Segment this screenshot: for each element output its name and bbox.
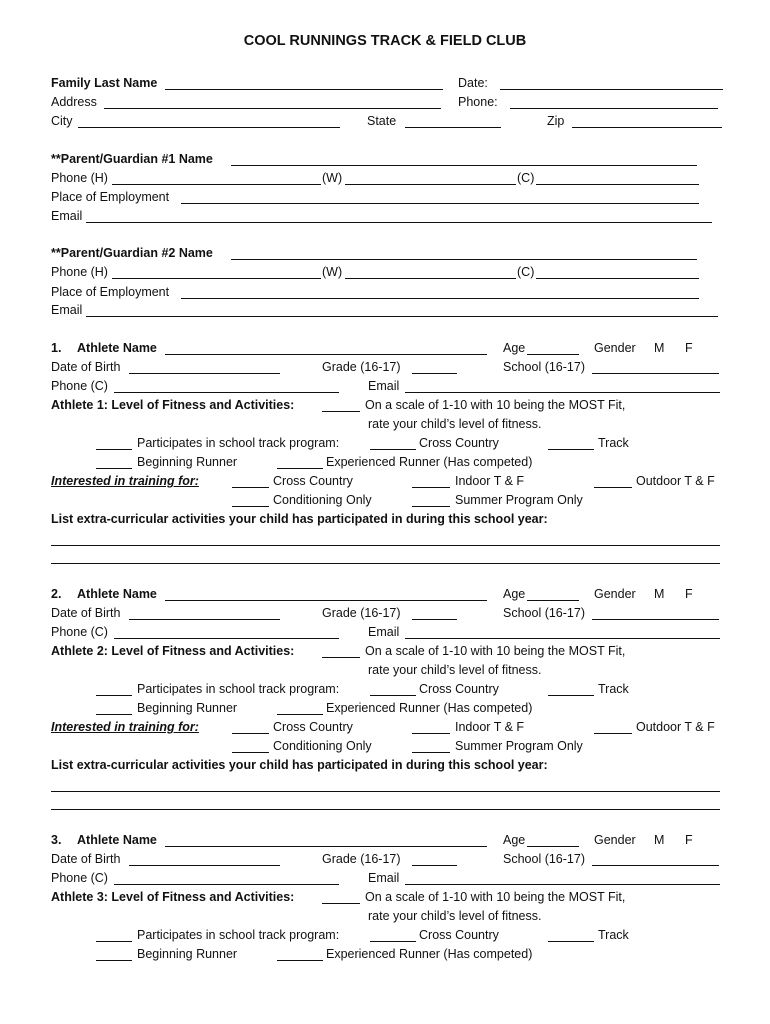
athlete-2-grade-field[interactable] (412, 619, 457, 620)
athlete-2-gender-male-option[interactable]: M (654, 587, 665, 601)
athlete-2-beginning-runner-field[interactable] (96, 714, 132, 715)
athlete-3-phone-c-field[interactable] (114, 884, 339, 885)
athlete-3-gender-label: Gender (594, 833, 636, 847)
athlete-1-athlete-name-field[interactable] (165, 354, 487, 355)
athlete-1-extracurricular-label: List extra-curricular activities your child has participated in during this school year: (51, 512, 548, 526)
athlete-2-track-school-label: Track (598, 682, 629, 696)
athlete-1-gender-label: Gender (594, 341, 636, 355)
athlete-3-age-label: Age (503, 833, 526, 847)
guardian-1-name-label: **Parent/Guardian #1 Name (51, 152, 213, 166)
athlete-3-age-field[interactable] (527, 846, 579, 847)
athlete-2-cross-country-school-label: Cross Country (419, 682, 499, 696)
address-field[interactable] (104, 108, 441, 109)
form-title: COOL RUNNINGS TRACK & FIELD CLUB (243, 33, 527, 49)
athlete-1-dob-field[interactable] (129, 373, 280, 374)
phone-field[interactable] (510, 108, 718, 109)
athlete-2-school-program-field[interactable] (96, 695, 132, 696)
phone-label: Phone: (458, 95, 498, 109)
athlete-2-school-label: School (16-17) (503, 606, 585, 620)
athlete-2-fitness-score-field[interactable] (322, 657, 360, 658)
zip-field[interactable] (572, 127, 722, 128)
athlete-2-phone-c-label: Phone (C) (51, 625, 108, 639)
athlete-1-extracurricular-line-2[interactable] (51, 563, 720, 564)
guardian-2-email-field[interactable] (86, 316, 718, 317)
athlete-1-school-program-label: Participates in school track program: (137, 436, 340, 450)
athlete-1-cross-country-school-label: Cross Country (419, 436, 499, 450)
athlete-2-summer-label: Summer Program Only (455, 739, 583, 753)
athlete-1-experienced-runner-label: Experienced Runner (Has competed) (326, 455, 533, 469)
athlete-1-grade-label: Grade (16-17) (322, 360, 401, 374)
athlete-2-extracurricular-label: List extra-curricular activities your child has participated in during this school year: (51, 758, 548, 772)
athlete-2-age-field[interactable] (527, 600, 579, 601)
athlete-3-athlete-number: 3. (51, 833, 62, 847)
athlete-3-phone-c-label: Phone (C) (51, 871, 108, 885)
guardian-1-phone-h-field[interactable] (112, 184, 321, 185)
athlete-2-fitness-heading: Athlete 2: Level of Fitness and Activities: (51, 644, 295, 658)
athlete-3-school-label: School (16-17) (503, 852, 585, 866)
athlete-3-beginning-runner-field[interactable] (96, 960, 132, 961)
athlete-1-indoor-field[interactable] (412, 487, 450, 488)
athlete-2-cross-country-school-field[interactable] (370, 695, 416, 696)
athlete-2-conditioning-field[interactable] (232, 752, 269, 753)
guardian-1-name-field[interactable] (231, 165, 697, 166)
athlete-3-school-field[interactable] (592, 865, 719, 866)
athlete-1-track-school-field[interactable] (548, 449, 594, 450)
athlete-3-school-program-field[interactable] (96, 941, 132, 942)
athlete-2-extracurricular-line-2[interactable] (51, 809, 720, 810)
athlete-1-email-field[interactable] (405, 392, 720, 393)
athlete-2-phone-c-field[interactable] (114, 638, 339, 639)
athlete-2-track-school-field[interactable] (548, 695, 594, 696)
athlete-3-cross-country-school-label: Cross Country (419, 928, 499, 942)
athlete-1-athlete-number: 1. (51, 341, 62, 355)
guardian-1-employment-field[interactable] (181, 203, 699, 204)
athlete-2-email-label: Email (368, 625, 400, 639)
state-field[interactable] (405, 127, 501, 128)
family-last-name-label: Family Last Name (51, 76, 158, 90)
athlete-1-experienced-runner-field[interactable] (277, 468, 323, 469)
guardian-2-employment-label: Place of Employment (51, 285, 170, 299)
athlete-1-scale-text-2: rate your child’s level of fitness. (368, 417, 542, 431)
athlete-3-dob-field[interactable] (129, 865, 280, 866)
athlete-2-experienced-runner-label: Experienced Runner (Has competed) (326, 701, 533, 715)
guardian-2-employment-field[interactable] (181, 298, 699, 299)
athlete-3-cross-country-school-field[interactable] (370, 941, 416, 942)
athlete-1-beginning-runner-label: Beginning Runner (137, 455, 238, 469)
athlete-1-cross-country-school-field[interactable] (370, 449, 416, 450)
address-label: Address (51, 95, 97, 109)
athlete-3-track-school-label: Track (598, 928, 629, 942)
city-field[interactable] (78, 127, 340, 128)
athlete-3-grade-label: Grade (16-17) (322, 852, 401, 866)
athlete-2-grade-label: Grade (16-17) (322, 606, 401, 620)
guardian-2-name-label: **Parent/Guardian #2 Name (51, 246, 213, 260)
athlete-2-experienced-runner-field[interactable] (277, 714, 323, 715)
athlete-1-summer-label: Summer Program Only (455, 493, 583, 507)
athlete-2-gender-female-option[interactable]: F (685, 587, 693, 601)
guardian-2-name-field[interactable] (231, 259, 697, 260)
athlete-2-beginning-runner-label: Beginning Runner (137, 701, 238, 715)
athlete-2-interested-label: Interested in training for: (51, 720, 199, 734)
athlete-2-athlete-name-label: Athlete Name (77, 587, 157, 601)
athlete-1-gender-male-option[interactable]: M (654, 341, 665, 355)
date-field[interactable] (500, 89, 723, 90)
athlete-1-extracurricular-line-1[interactable] (51, 545, 720, 546)
athlete-2-age-label: Age (503, 587, 526, 601)
guardian-2-phone-c-label: (C) (517, 265, 535, 279)
guardian-2-email-label: Email (51, 303, 83, 317)
guardian-1-employment-label: Place of Employment (51, 190, 170, 204)
athlete-1-dob-label: Date of Birth (51, 360, 121, 374)
athlete-2-conditioning-label: Conditioning Only (273, 739, 372, 753)
athlete-2-cross-country-training-label: Cross Country (273, 720, 353, 734)
athlete-2-scale-text-2: rate your child’s level of fitness. (368, 663, 542, 677)
athlete-1-fitness-heading: Athlete 1: Level of Fitness and Activities: (51, 398, 295, 412)
athlete-1-scale-text-1: On a scale of 1-10 with 10 being the MOST Fit, (365, 398, 626, 412)
guardian-1-phone-w-field[interactable] (345, 184, 516, 185)
state-label: State (367, 114, 397, 128)
athlete-2-indoor-label: Indoor T & F (455, 720, 525, 734)
guardian-1-email-label: Email (51, 209, 83, 223)
athlete-3-beginning-runner-label: Beginning Runner (137, 947, 238, 961)
athlete-1-age-field[interactable] (527, 354, 579, 355)
athlete-1-conditioning-field[interactable] (232, 506, 269, 507)
athlete-3-dob-label: Date of Birth (51, 852, 121, 866)
athlete-3-gender-male-option[interactable]: M (654, 833, 665, 847)
athlete-3-scale-text-2: rate your child’s level of fitness. (368, 909, 542, 923)
athlete-2-dob-field[interactable] (129, 619, 280, 620)
athlete-2-indoor-field[interactable] (412, 733, 450, 734)
date-label: Date: (458, 76, 488, 90)
athlete-1-school-field[interactable] (592, 373, 719, 374)
athlete-3-experienced-runner-label: Experienced Runner (Has competed) (326, 947, 533, 961)
athlete-1-cross-country-training-label: Cross Country (273, 474, 353, 488)
guardian-1-phone-c-field[interactable] (536, 184, 699, 185)
athlete-3-fitness-score-field[interactable] (322, 903, 360, 904)
family-last-name-field[interactable] (165, 89, 443, 90)
athlete-2-outdoor-label: Outdoor T & F (636, 720, 715, 734)
athlete-1-outdoor-label: Outdoor T & F (636, 474, 715, 488)
athlete-3-athlete-name-field[interactable] (165, 846, 487, 847)
guardian-2-phone-h-field[interactable] (112, 278, 321, 279)
athlete-1-phone-c-field[interactable] (114, 392, 339, 393)
athlete-3-scale-text-1: On a scale of 1-10 with 10 being the MOST Fit, (365, 890, 626, 904)
guardian-1-phone-w-label: (W) (322, 171, 343, 185)
athlete-2-extracurricular-line-1[interactable] (51, 791, 720, 792)
athlete-3-gender-female-option[interactable]: F (685, 833, 693, 847)
guardian-2-phone-w-field[interactable] (345, 278, 516, 279)
city-label: City (51, 114, 73, 128)
athlete-2-athlete-name-field[interactable] (165, 600, 487, 601)
athlete-3-email-field[interactable] (405, 884, 720, 885)
athlete-2-outdoor-field[interactable] (594, 733, 632, 734)
athlete-1-summer-field[interactable] (412, 506, 450, 507)
athlete-2-scale-text-1: On a scale of 1-10 with 10 being the MOST Fit, (365, 644, 626, 658)
athlete-3-school-program-label: Participates in school track program: (137, 928, 340, 942)
athlete-1-school-program-field[interactable] (96, 449, 132, 450)
athlete-1-athlete-name-label: Athlete Name (77, 341, 157, 355)
athlete-1-outdoor-field[interactable] (594, 487, 632, 488)
athlete-1-track-school-label: Track (598, 436, 629, 450)
athlete-3-athlete-name-label: Athlete Name (77, 833, 157, 847)
zip-label: Zip (547, 114, 565, 128)
guardian-2-phone-h-label: Phone (H) (51, 265, 108, 279)
athlete-3-email-label: Email (368, 871, 400, 885)
athlete-3-track-school-field[interactable] (548, 941, 594, 942)
athlete-3-grade-field[interactable] (412, 865, 457, 866)
athlete-3-experienced-runner-field[interactable] (277, 960, 323, 961)
athlete-3-fitness-heading: Athlete 3: Level of Fitness and Activities: (51, 890, 295, 904)
athlete-2-gender-label: Gender (594, 587, 636, 601)
guardian-1-email-field[interactable] (86, 222, 712, 223)
guardian-2-phone-c-field[interactable] (536, 278, 699, 279)
athlete-2-school-field[interactable] (592, 619, 719, 620)
guardian-1-phone-h-label: Phone (H) (51, 171, 108, 185)
athlete-1-cross-country-training-field[interactable] (232, 487, 269, 488)
athlete-2-school-program-label: Participates in school track program: (137, 682, 340, 696)
athlete-2-email-field[interactable] (405, 638, 720, 639)
athlete-1-age-label: Age (503, 341, 526, 355)
athlete-2-summer-field[interactable] (412, 752, 450, 753)
athlete-1-fitness-score-field[interactable] (322, 411, 360, 412)
athlete-1-email-label: Email (368, 379, 400, 393)
guardian-2-phone-w-label: (W) (322, 265, 343, 279)
athlete-2-cross-country-training-field[interactable] (232, 733, 269, 734)
athlete-2-dob-label: Date of Birth (51, 606, 121, 620)
guardian-1-phone-c-label: (C) (517, 171, 535, 185)
athlete-1-indoor-label: Indoor T & F (455, 474, 525, 488)
athlete-1-grade-field[interactable] (412, 373, 457, 374)
athlete-1-conditioning-label: Conditioning Only (273, 493, 372, 507)
athlete-1-school-label: School (16-17) (503, 360, 585, 374)
athlete-1-interested-label: Interested in training for: (51, 474, 199, 488)
athlete-2-athlete-number: 2. (51, 587, 62, 601)
athlete-1-beginning-runner-field[interactable] (96, 468, 132, 469)
athlete-1-gender-female-option[interactable]: F (685, 341, 693, 355)
athlete-1-phone-c-label: Phone (C) (51, 379, 108, 393)
